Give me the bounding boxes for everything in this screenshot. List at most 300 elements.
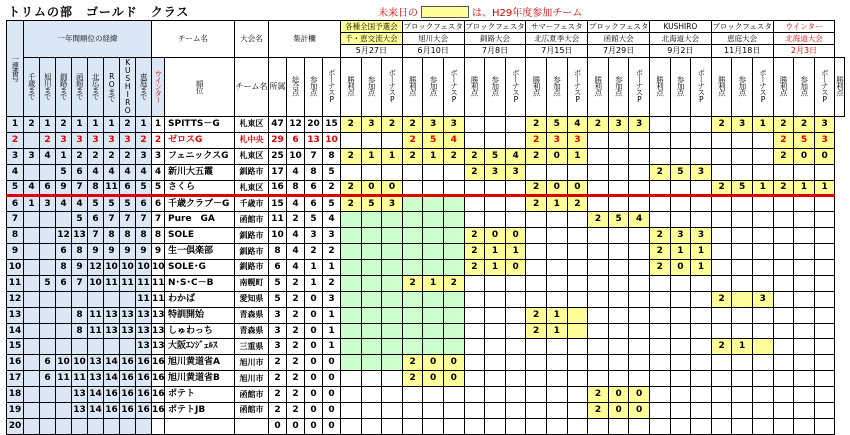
event-3-cell — [567, 228, 588, 244]
event-1-cell — [443, 403, 464, 419]
header-serial: 一連番号 — [7, 21, 24, 117]
history-cell: 3 — [40, 196, 56, 212]
win-cell: 0 — [323, 403, 341, 419]
history-cell: 8 — [104, 228, 120, 244]
event-3-cell — [546, 418, 567, 434]
history-cell: 8 — [72, 307, 88, 323]
win-cell: 8 — [323, 148, 341, 164]
event-5-cell — [670, 418, 691, 434]
event-1-cell — [423, 339, 444, 355]
event-1-cell — [443, 387, 464, 403]
history-cell: 13 — [136, 323, 152, 339]
header-win: 勝利点 — [341, 58, 362, 117]
event-1-cell — [423, 307, 444, 323]
event-4-cell — [629, 323, 650, 339]
history-cell: 3 — [136, 148, 152, 164]
affiliation-cell: 札東区 — [235, 117, 269, 133]
event-5-cell — [691, 418, 712, 434]
history-cell: 5 — [136, 180, 152, 196]
event-name-0: 各種全国予選会 — [341, 21, 403, 33]
history-cell: 16 — [120, 403, 136, 419]
event-2-cell: 0 — [505, 260, 526, 276]
event-1-cell — [443, 212, 464, 228]
event-6-cell — [732, 387, 753, 403]
history-cell: 9 — [120, 244, 136, 260]
history-cell: 9 — [72, 260, 88, 276]
rank-cell: 10 — [152, 260, 165, 276]
history-cell: 16 — [120, 355, 136, 371]
event-4-cell — [629, 371, 650, 387]
event-6-cell — [752, 387, 773, 403]
event-2-cell: 2 — [464, 260, 485, 276]
event-3-cell — [567, 403, 588, 419]
event-5-cell — [670, 275, 691, 291]
history-cell — [40, 418, 56, 434]
team-name-cell: ゼロスG — [165, 132, 235, 148]
event-0-cell: 1 — [382, 148, 403, 164]
event-4-cell — [629, 418, 650, 434]
team-name-cell: 大阪ｴﾝｼﾞｪﾙｽ — [165, 339, 235, 355]
event-2-cell: 1 — [485, 260, 506, 276]
event-7-cell — [773, 228, 794, 244]
event-6-cell — [711, 164, 732, 180]
bonus-cell: 1 — [305, 275, 323, 291]
total-cell: 29 — [269, 132, 287, 148]
event-2-cell — [505, 196, 526, 212]
event-4-cell — [608, 228, 629, 244]
event-6-cell — [732, 212, 753, 228]
event-0-cell — [361, 164, 382, 180]
event-date-1: 6月10日 — [402, 45, 464, 58]
affiliation-cell: 青森県 — [235, 323, 269, 339]
participation-cell: 0 — [287, 418, 305, 434]
event-5-cell — [691, 291, 712, 307]
history-cell: 9 — [88, 244, 104, 260]
event-1-cell — [402, 403, 423, 419]
event-6-cell — [732, 260, 753, 276]
history-cell — [24, 418, 40, 434]
event-0-cell: 3 — [382, 196, 403, 212]
serial-cell: 13 — [7, 307, 24, 323]
history-cell — [72, 339, 88, 355]
event-2-cell — [464, 418, 485, 434]
event-0-cell — [341, 339, 362, 355]
history-col-6: KUSHIRO — [120, 58, 136, 117]
history-cell — [56, 307, 72, 323]
team-name-cell: わかば — [165, 291, 235, 307]
event-2-cell: 2 — [464, 228, 485, 244]
affiliation-cell: 釧路市 — [235, 164, 269, 180]
event-6-cell — [711, 403, 732, 419]
event-3-cell — [567, 387, 588, 403]
event-2-participation: 参加点 — [485, 58, 506, 117]
event-4-cell — [588, 132, 609, 148]
history-cell: 7 — [72, 180, 88, 196]
event-6-cell — [732, 164, 753, 180]
event-5-cell — [649, 291, 670, 307]
event-0-cell — [382, 212, 403, 228]
team-name-cell: 旭川黄道省B — [165, 371, 235, 387]
history-col-3: 函館まで — [72, 58, 88, 117]
event-date-7: 2月3日 — [773, 45, 835, 58]
event-0-cell: 5 — [361, 196, 382, 212]
serial-cell: 14 — [7, 323, 24, 339]
history-cell — [24, 164, 40, 180]
event-2-cell: 3 — [505, 164, 526, 180]
event-7-cell: 2 — [773, 180, 794, 196]
event-4-cell — [588, 323, 609, 339]
serial-cell: 11 — [7, 275, 24, 291]
history-cell: 8 — [72, 244, 88, 260]
bonus-cell: 5 — [305, 212, 323, 228]
event-2-cell — [505, 339, 526, 355]
bonus-cell: 20 — [305, 117, 323, 133]
history-cell: 8 — [88, 180, 104, 196]
event-6-cell — [711, 148, 732, 164]
history-cell: 13 — [88, 355, 104, 371]
event-6-cell — [711, 244, 732, 260]
event-5-cell: 3 — [670, 228, 691, 244]
event-0-cell — [341, 418, 362, 434]
event-venue-0: 千・恵交流大会 — [341, 33, 403, 45]
event-4-cell — [588, 164, 609, 180]
affiliation-cell: 釧路市 — [235, 260, 269, 276]
event-3-cell: 3 — [546, 132, 567, 148]
team-name-cell: SPITTS－G — [165, 117, 235, 133]
event-7-cell — [773, 371, 794, 387]
event-name-4: ブロックフェスタ — [588, 21, 649, 31]
event-5-cell — [649, 371, 670, 387]
event-7-cell: 0 — [814, 148, 835, 164]
event-6-cell — [732, 371, 753, 387]
history-cell: 16 — [120, 371, 136, 387]
history-cell: 9 — [104, 244, 120, 260]
event-4-cell — [608, 148, 629, 164]
event-6-cell — [752, 339, 773, 355]
event-2-cell — [505, 418, 526, 434]
event-4-cell — [629, 180, 650, 196]
event-1-cell — [443, 418, 464, 434]
event-0-cell — [361, 339, 382, 355]
bonus-cell: 0 — [305, 291, 323, 307]
event-0-cell — [341, 275, 362, 291]
participation-cell: 6 — [287, 132, 305, 148]
event-0-cell — [341, 244, 362, 260]
event-3-cell — [567, 275, 588, 291]
event-3-cell — [526, 387, 547, 403]
event-3-cell: 2 — [526, 307, 547, 323]
history-cell — [40, 323, 56, 339]
history-cell: 10 — [56, 355, 72, 371]
rank-cell: 11 — [152, 291, 165, 307]
event-4-bonus: ボーナスP — [629, 58, 650, 117]
history-cell: 8 — [120, 228, 136, 244]
bonus-cell: 0 — [305, 403, 323, 419]
history-cell: 13 — [136, 339, 152, 355]
event-6-bonus: ボーナスP — [752, 58, 773, 117]
event-7-cell — [814, 291, 835, 307]
event-5-cell — [691, 148, 712, 164]
event-7-cell — [794, 387, 815, 403]
event-1-cell: 2 — [402, 355, 423, 371]
event-6-cell — [711, 228, 732, 244]
affiliation-cell — [235, 418, 269, 434]
event-1-cell — [443, 307, 464, 323]
event-3-win: 勝利点 — [588, 58, 609, 117]
history-cell: 10 — [136, 260, 152, 276]
history-cell — [72, 418, 88, 434]
bonus-cell: 0 — [305, 355, 323, 371]
event-0-cell — [341, 323, 362, 339]
event-0-cell — [341, 307, 362, 323]
event-6-cell — [732, 132, 753, 148]
event-3-cell: 1 — [546, 307, 567, 323]
event-4-cell — [629, 132, 650, 148]
rank-cell: 5 — [152, 180, 165, 196]
event-3-cell — [567, 244, 588, 260]
history-cell: 6 — [56, 275, 72, 291]
history-cell — [104, 339, 120, 355]
history-cell — [120, 418, 136, 434]
history-cell — [40, 244, 56, 260]
event-7-cell — [773, 291, 794, 307]
history-cell: 3 — [72, 132, 88, 148]
event-2-cell: 2 — [464, 244, 485, 260]
bonus-cell: 0 — [305, 371, 323, 387]
history-cell: 14 — [104, 371, 120, 387]
legend — [378, 4, 582, 19]
event-0-cell: 2 — [382, 117, 403, 133]
header-history: 一年間順位の経緯 — [24, 21, 152, 58]
event-3-participation: 参加点 — [546, 58, 567, 117]
event-2-cell — [464, 212, 485, 228]
event-5-cell — [670, 196, 691, 212]
event-0-cell — [361, 371, 382, 387]
event-date-2: 7月8日 — [464, 45, 526, 58]
bonus-cell: 0 — [305, 387, 323, 403]
event-5-cell — [670, 212, 691, 228]
event-3-cell — [546, 244, 567, 260]
event-1-cell: 2 — [402, 371, 423, 387]
bonus-cell: 1 — [305, 260, 323, 276]
event-5-cell: 2 — [649, 164, 670, 180]
history-cell — [24, 323, 40, 339]
history-cell: 14 — [88, 387, 104, 403]
event-7-cell — [794, 339, 815, 355]
win-cell: 0 — [323, 387, 341, 403]
event-4-cell — [629, 244, 650, 260]
event-3-cell — [546, 275, 567, 291]
event-3-cell — [546, 355, 567, 371]
event-6-cell — [711, 371, 732, 387]
event-5-cell: 0 — [670, 260, 691, 276]
history-cell: 8 — [136, 228, 152, 244]
event-date-6: 11月18日 — [711, 45, 773, 58]
bonus-cell: 13 — [305, 132, 323, 148]
event-1-cell: 0 — [443, 371, 464, 387]
event-7-cell: 2 — [773, 148, 794, 164]
history-cell: 8 — [56, 260, 72, 276]
event-venue-5: 北海道大会 — [649, 33, 711, 45]
event-2-cell: 5 — [485, 148, 506, 164]
event-2-cell — [485, 355, 506, 371]
win-cell: 10 — [323, 132, 341, 148]
event-4-cell — [588, 244, 609, 260]
rank-cell — [152, 418, 165, 434]
event-5-cell — [670, 355, 691, 371]
history-cell: 7 — [104, 212, 120, 228]
history-cell — [56, 387, 72, 403]
event-name-2: ブロックフェスタ — [465, 21, 525, 31]
event-4-cell — [588, 180, 609, 196]
win-cell: 3 — [323, 291, 341, 307]
event-6-cell — [752, 164, 773, 180]
event-0-cell — [361, 387, 382, 403]
win-cell: 1 — [323, 339, 341, 355]
event-3-cell — [567, 291, 588, 307]
history-cell — [40, 260, 56, 276]
event-6-cell — [752, 307, 773, 323]
event-4-cell — [588, 355, 609, 371]
total-cell: 2 — [269, 355, 287, 371]
event-5-cell — [649, 323, 670, 339]
event-1-cell — [423, 418, 444, 434]
participation-cell: 8 — [287, 180, 305, 196]
event-0-cell — [341, 228, 362, 244]
event-3-cell — [526, 371, 547, 387]
bonus-cell: 0 — [305, 339, 323, 355]
event-date-4: 7月29日 — [588, 45, 650, 58]
event-3-cell — [526, 403, 547, 419]
affiliation-cell: 三重県 — [235, 339, 269, 355]
history-cell: 13 — [136, 307, 152, 323]
participation-cell: 2 — [287, 355, 305, 371]
event-1-cell — [402, 307, 423, 323]
event-2-cell — [505, 117, 526, 133]
win-cell: 1 — [323, 260, 341, 276]
history-cell: 10 — [88, 275, 104, 291]
rank-cell: 13 — [152, 323, 165, 339]
event-7-cell — [794, 164, 815, 180]
event-1-participation: 参加点 — [423, 58, 444, 117]
event-5-cell — [649, 339, 670, 355]
event-3-cell: 2 — [526, 196, 547, 212]
team-name-cell: SOLE — [165, 228, 235, 244]
history-cell — [24, 307, 40, 323]
participation-cell: 4 — [287, 196, 305, 212]
event-2-cell — [485, 212, 506, 228]
event-6-cell — [732, 323, 753, 339]
event-4-cell — [588, 339, 609, 355]
event-7-cell: 2 — [773, 132, 794, 148]
history-cell: 16 — [120, 387, 136, 403]
event-3-cell — [526, 418, 547, 434]
history-cell: 2 — [120, 148, 136, 164]
event-4-cell — [629, 355, 650, 371]
history-cell: 11 — [88, 307, 104, 323]
event-venue-1: 旭川大会 — [402, 33, 464, 45]
event-0-cell — [382, 260, 403, 276]
event-7-cell — [773, 403, 794, 419]
total-cell: 2 — [269, 371, 287, 387]
event-2-cell — [505, 212, 526, 228]
serial-cell: 15 — [7, 339, 24, 355]
event-4-cell — [608, 307, 629, 323]
history-cell — [40, 387, 56, 403]
table-row — [7, 196, 845, 212]
history-cell — [40, 291, 56, 307]
table-row — [7, 212, 845, 228]
rank-cell: 13 — [152, 339, 165, 355]
event-6-cell — [752, 228, 773, 244]
table-row — [7, 132, 845, 148]
event-0-cell — [382, 275, 403, 291]
history-cell — [104, 418, 120, 434]
event-6-cell — [732, 228, 753, 244]
event-0-cell — [382, 355, 403, 371]
serial-cell: 6 — [7, 196, 24, 212]
history-cell — [24, 132, 40, 148]
win-cell: 15 — [323, 117, 341, 133]
bonus-cell: 6 — [305, 196, 323, 212]
serial-cell: 12 — [7, 291, 24, 307]
history-cell: 5 — [88, 196, 104, 212]
event-2-cell — [485, 403, 506, 419]
serial-cell: 3 — [7, 148, 24, 164]
event-4-win: 勝利点 — [649, 58, 670, 117]
team-name-cell — [165, 418, 235, 434]
event-3-cell — [546, 291, 567, 307]
serial-cell: 9 — [7, 244, 24, 260]
participation-cell: 4 — [287, 260, 305, 276]
affiliation-cell: 南幌町 — [235, 275, 269, 291]
affiliation-cell: 札東区 — [235, 148, 269, 164]
event-5-cell — [649, 355, 670, 371]
event-name-3: サマーフェスタ — [526, 21, 588, 33]
event-6-cell — [711, 275, 732, 291]
win-cell: 2 — [323, 244, 341, 260]
event-3-cell — [546, 212, 567, 228]
rank-cell: 9 — [152, 244, 165, 260]
event-5-cell — [670, 180, 691, 196]
event-2-cell — [464, 275, 485, 291]
participation-cell: 4 — [287, 164, 305, 180]
event-2-cell — [505, 403, 526, 419]
table-row — [7, 228, 845, 244]
event-7-cell — [814, 323, 835, 339]
rank-cell: 3 — [152, 148, 165, 164]
rank-cell: 6 — [152, 196, 165, 212]
event-4-cell: 0 — [629, 387, 650, 403]
affiliation-cell: 旭川市 — [235, 371, 269, 387]
event-2-cell: 2 — [464, 164, 485, 180]
history-cell: 9 — [136, 244, 152, 260]
history-cell: 11 — [104, 180, 120, 196]
table-row — [7, 275, 845, 291]
history-col-1: 旭川まで — [40, 58, 56, 117]
event-2-cell — [485, 307, 506, 323]
event-2-cell — [505, 323, 526, 339]
event-name-6: ブロックフェスタ — [712, 21, 772, 31]
history-cell — [88, 291, 104, 307]
history-cell: 16 — [136, 387, 152, 403]
header-team-name: チーム名 — [235, 58, 269, 117]
team-name-cell: さくら — [165, 180, 235, 196]
event-5-cell — [691, 196, 712, 212]
history-cell: 4 — [40, 148, 56, 164]
event-1-cell: 1 — [423, 148, 444, 164]
event-1-cell — [402, 164, 423, 180]
